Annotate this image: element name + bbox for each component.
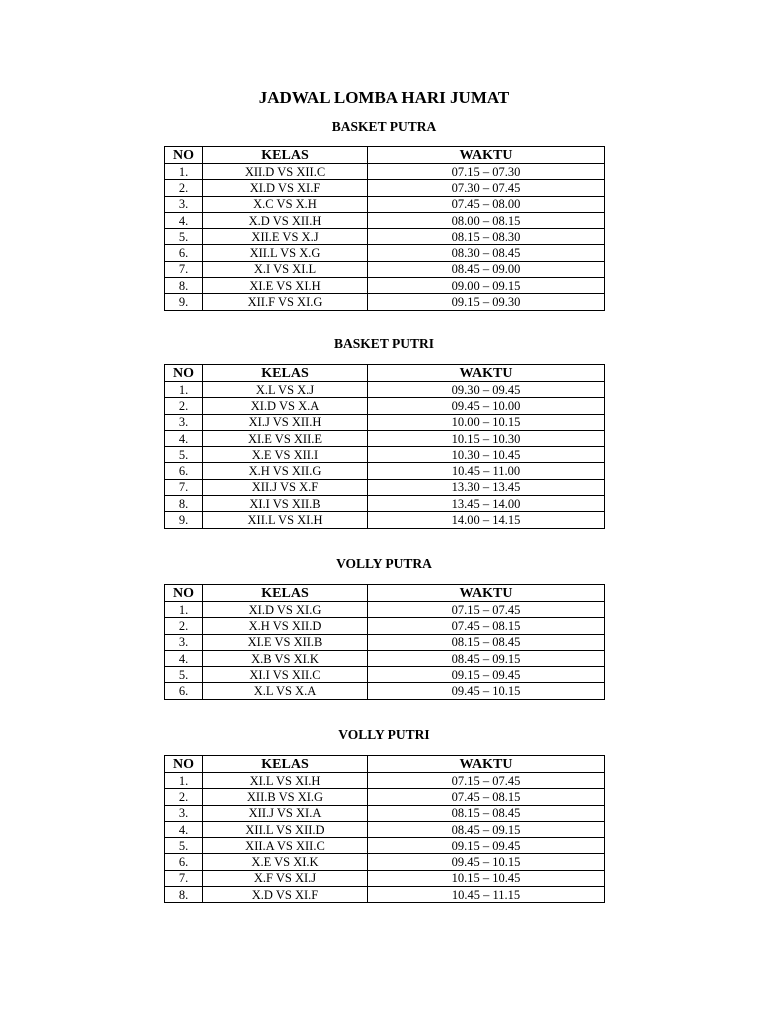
row-no: 8. — [165, 278, 203, 294]
row-kelas: XII.F VS XI.G — [203, 294, 368, 310]
page-title: JADWAL LOMBA HARI JUMAT — [258, 88, 510, 107]
row-waktu: 09.15 – 09.30 — [368, 294, 605, 310]
row-no: 5. — [165, 447, 203, 463]
row-waktu: 09.00 – 09.15 — [368, 278, 605, 294]
row-waktu: 07.45 – 08.15 — [368, 618, 605, 634]
row-no: 7. — [165, 479, 203, 495]
row-no: 1. — [165, 773, 203, 789]
row-waktu: 09.45 – 10.15 — [368, 854, 605, 870]
row-kelas: X.D VS XII.H — [203, 212, 368, 228]
row-no: 6. — [165, 463, 203, 479]
table-row — [165, 278, 605, 294]
header-no: NO — [165, 365, 203, 382]
row-no: 6. — [165, 683, 203, 699]
row-waktu: 08.15 – 08.45 — [368, 634, 605, 650]
row-kelas: XII.L VS X.G — [203, 245, 368, 261]
row-no: 5. — [165, 667, 203, 683]
row-no: 7. — [165, 261, 203, 277]
row-kelas: XI.E VS XI.H — [203, 278, 368, 294]
table-row — [165, 887, 605, 903]
header-kelas: KELAS — [203, 365, 368, 382]
row-kelas: XI.J VS XII.H — [203, 414, 368, 430]
row-kelas: X.B VS XI.K — [203, 650, 368, 666]
table-header-row — [165, 147, 605, 164]
row-waktu: 07.15 – 07.30 — [368, 164, 605, 180]
row-no: 6. — [165, 854, 203, 870]
row-kelas: X.H VS XII.G — [203, 463, 368, 479]
row-no: 2. — [165, 398, 203, 414]
row-kelas: XII.B VS XI.G — [203, 789, 368, 805]
row-kelas: XI.I VS XII.B — [203, 496, 368, 512]
table-row — [165, 683, 605, 699]
header-waktu: WAKTU — [368, 365, 605, 382]
table-row — [165, 512, 605, 528]
table-row — [165, 821, 605, 837]
table-header-row — [165, 756, 605, 773]
row-kelas: XII.E VS X.J — [203, 229, 368, 245]
row-waktu: 10.15 – 10.45 — [368, 870, 605, 886]
row-waktu: 10.30 – 10.45 — [368, 447, 605, 463]
table-row — [165, 463, 605, 479]
table-row — [165, 618, 605, 634]
header-kelas: KELAS — [203, 147, 368, 164]
row-waktu: 09.30 – 09.45 — [368, 382, 605, 398]
table-row — [165, 602, 605, 618]
header-kelas: KELAS — [203, 756, 368, 773]
row-waktu: 07.30 – 07.45 — [368, 180, 605, 196]
schedule-table — [164, 364, 605, 529]
row-kelas: X.L VS X.A — [203, 683, 368, 699]
table-row — [165, 447, 605, 463]
table-row — [165, 634, 605, 650]
row-waktu: 08.30 – 08.45 — [368, 245, 605, 261]
table-header-row — [165, 365, 605, 382]
header-no: NO — [165, 756, 203, 773]
row-waktu: 14.00 – 14.15 — [368, 512, 605, 528]
row-no: 8. — [165, 496, 203, 512]
row-no: 3. — [165, 634, 203, 650]
row-no: 7. — [165, 870, 203, 886]
row-kelas: XI.D VS X.A — [203, 398, 368, 414]
table-row — [165, 870, 605, 886]
row-kelas: XI.E VS XII.B — [203, 634, 368, 650]
row-kelas: XII.D VS XII.C — [203, 164, 368, 180]
table-row — [165, 196, 605, 212]
table-row — [165, 245, 605, 261]
row-waktu: 07.45 – 08.15 — [368, 789, 605, 805]
row-kelas: XI.D VS XI.F — [203, 180, 368, 196]
row-no: 4. — [165, 821, 203, 837]
row-kelas: XI.E VS XII.E — [203, 430, 368, 446]
row-no: 3. — [165, 414, 203, 430]
row-kelas: XI.D VS XI.G — [203, 602, 368, 618]
row-kelas: XI.L VS XI.H — [203, 773, 368, 789]
row-waktu: 09.15 – 09.45 — [368, 838, 605, 854]
row-kelas: XI.I VS XII.C — [203, 667, 368, 683]
row-kelas: X.D VS XI.F — [203, 887, 368, 903]
table-row — [165, 382, 605, 398]
table-row — [165, 805, 605, 821]
table-row — [165, 294, 605, 310]
table-row — [165, 854, 605, 870]
header-no: NO — [165, 147, 203, 164]
section-title: BASKET PUTRA — [331, 119, 437, 134]
row-waktu: 13.45 – 14.00 — [368, 496, 605, 512]
row-waktu: 10.45 – 11.15 — [368, 887, 605, 903]
row-no: 4. — [165, 212, 203, 228]
table-row — [165, 667, 605, 683]
row-no: 2. — [165, 618, 203, 634]
row-kelas: X.E VS XII.I — [203, 447, 368, 463]
header-no: NO — [165, 585, 203, 602]
row-kelas: X.H VS XII.D — [203, 618, 368, 634]
table-row — [165, 229, 605, 245]
row-no: 8. — [165, 887, 203, 903]
row-no: 4. — [165, 430, 203, 446]
row-waktu: 10.00 – 10.15 — [368, 414, 605, 430]
row-waktu: 08.15 – 08.45 — [368, 805, 605, 821]
table-row — [165, 789, 605, 805]
schedule-table — [164, 584, 605, 700]
row-kelas: X.F VS XI.J — [203, 870, 368, 886]
header-waktu: WAKTU — [368, 147, 605, 164]
section-title: VOLLY PUTRA — [336, 556, 432, 571]
row-no: 3. — [165, 805, 203, 821]
row-no: 5. — [165, 838, 203, 854]
table-row — [165, 650, 605, 666]
row-waktu: 08.45 – 09.15 — [368, 650, 605, 666]
header-waktu: WAKTU — [368, 585, 605, 602]
table-row — [165, 261, 605, 277]
row-no: 9. — [165, 294, 203, 310]
row-no: 6. — [165, 245, 203, 261]
table-row — [165, 212, 605, 228]
row-kelas: XII.J VS XI.A — [203, 805, 368, 821]
row-waktu: 09.15 – 09.45 — [368, 667, 605, 683]
table-row — [165, 773, 605, 789]
header-kelas: KELAS — [203, 585, 368, 602]
row-no: 1. — [165, 602, 203, 618]
row-no: 1. — [165, 164, 203, 180]
row-kelas: X.I VS XI.L — [203, 261, 368, 277]
row-waktu: 13.30 – 13.45 — [368, 479, 605, 495]
row-waktu: 10.45 – 11.00 — [368, 463, 605, 479]
row-no: 2. — [165, 789, 203, 805]
table-row — [165, 398, 605, 414]
row-kelas: XII.L VS XII.D — [203, 821, 368, 837]
row-kelas: XII.L VS XI.H — [203, 512, 368, 528]
row-waktu: 07.15 – 07.45 — [368, 602, 605, 618]
row-no: 1. — [165, 382, 203, 398]
section-title: BASKET PUTRI — [334, 336, 434, 351]
section-title: VOLLY PUTRI — [338, 727, 430, 742]
table-row — [165, 414, 605, 430]
row-waktu: 07.15 – 07.45 — [368, 773, 605, 789]
schedule-table — [164, 146, 605, 311]
row-waktu: 10.15 – 10.30 — [368, 430, 605, 446]
table-row — [165, 164, 605, 180]
table-row — [165, 180, 605, 196]
table-row — [165, 496, 605, 512]
row-waktu: 08.45 – 09.15 — [368, 821, 605, 837]
row-no: 2. — [165, 180, 203, 196]
table-row — [165, 479, 605, 495]
row-kelas: XII.A VS XII.C — [203, 838, 368, 854]
table-row — [165, 838, 605, 854]
row-waktu: 07.45 – 08.00 — [368, 196, 605, 212]
row-waktu: 09.45 – 10.00 — [368, 398, 605, 414]
row-no: 9. — [165, 512, 203, 528]
row-kelas: XII.J VS X.F — [203, 479, 368, 495]
row-no: 3. — [165, 196, 203, 212]
row-kelas: X.E VS XI.K — [203, 854, 368, 870]
schedule-table — [164, 755, 605, 903]
row-waktu: 08.15 – 08.30 — [368, 229, 605, 245]
row-waktu: 08.00 – 08.15 — [368, 212, 605, 228]
row-waktu: 09.45 – 10.15 — [368, 683, 605, 699]
row-no: 5. — [165, 229, 203, 245]
row-waktu: 08.45 – 09.00 — [368, 261, 605, 277]
header-waktu: WAKTU — [368, 756, 605, 773]
table-row — [165, 430, 605, 446]
table-header-row — [165, 585, 605, 602]
row-no: 4. — [165, 650, 203, 666]
row-kelas: X.L VS X.J — [203, 382, 368, 398]
row-kelas: X.C VS X.H — [203, 196, 368, 212]
